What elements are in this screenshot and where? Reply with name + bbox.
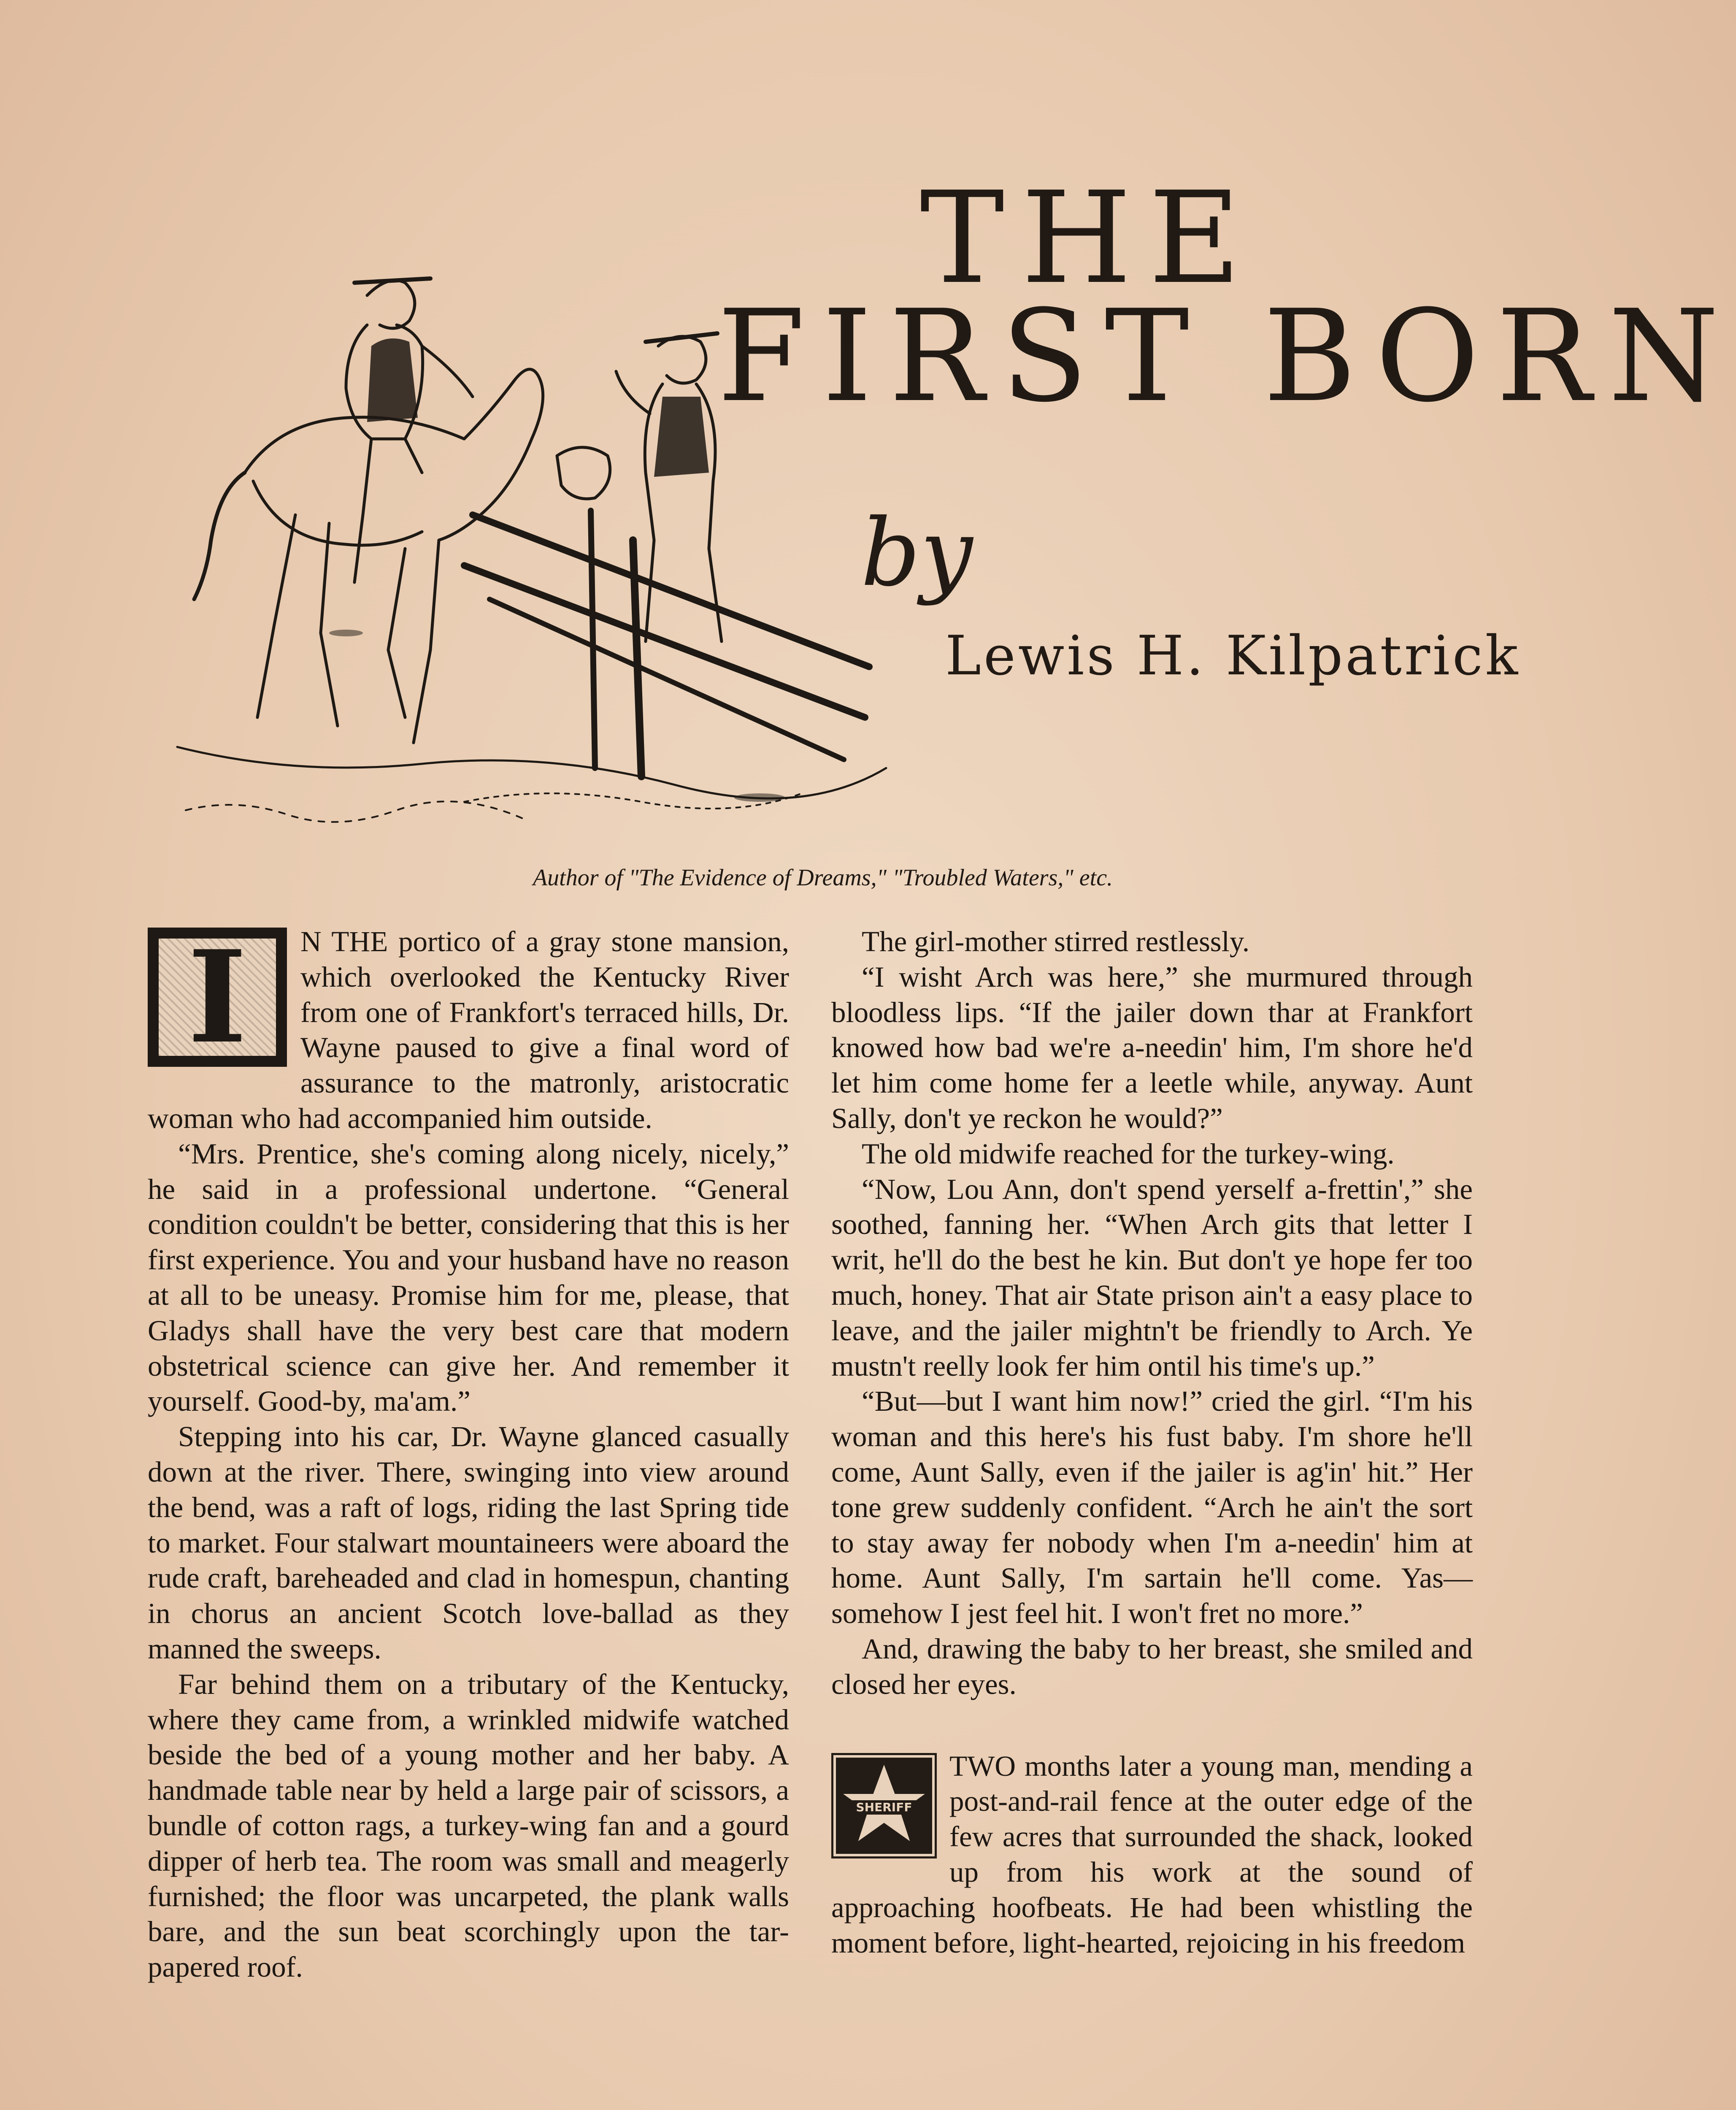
paragraph: “But—but I want him now!” cried the girl. “I'm his woman and this here's his fust baby. I'm shore he'll come, Aunt Sally, even if the jailer is ag'in' hit.” Her tone grew suddenly confident. “Arch he ain't the sort to stay away fer nobody when I'm a-needin' him at home. Aunt Sally, I'm sartain he'll come. Yas—somehow I jest feel hit. I won't fret no more.”	[831, 1385, 1473, 1630]
paragraph: The old midwife reached for the turkey-wing.	[862, 1137, 1395, 1170]
paragraph: “Mrs. Prentice, she's coming along nicely, nicely,” he said in a professional undertone. “General condition couldn't be better, considering that this is her first experience. You and your husband have no reason at all to be uneasy. Promise him for me, please, that Gladys shall have the very best care that modern obstetrical science can give her. And remember it yourself. Good-by, ma'am.”	[148, 1137, 789, 1417]
sheriff-badge-text: SHERIFF	[856, 1800, 912, 1814]
paragraph: The girl-mother stirred restlessly.	[862, 925, 1250, 958]
byline-by: by	[861, 499, 973, 607]
paragraph: Far behind them on a tributary of the Kentucky, where they came from, a wrinkled midwife watched beside the bed of a young mother and her baby. A handmade table near by held a large pair of scissors, a bundle of cotton rags, a turkey-wing fan and a gourd dipper of herb tea. The room was small and meagerly furnished; the floor was uncarpeted, the plank walls bare, and the sun beat scorchingly upon the tar-papered roof.	[148, 1668, 789, 1983]
paragraph: TWO months later a young man, mending a post-and-rail fence at the outer edge of the few acres that surrounded the shack, looked up from his work at the sound of approaching hoofbeats. He had been whistling the moment before, light-hearted, rejoicing in his freedom	[831, 1750, 1473, 1959]
title-line-1: THE	[920, 165, 1258, 312]
drop-cap	[148, 922, 287, 1071]
author-name: Lewis H. Kilpatrick	[945, 625, 1521, 687]
right-column	[831, 924, 1473, 1961]
sheriff-star-badge-icon	[831, 1753, 937, 1858]
section-break	[831, 1702, 1473, 1749]
paragraph: “I wisht Arch was here,” she murmured through bloodless lips. “If the jailer down thar at Frankfort knowed how bad we're a-needin' him, I'm shore he'd let him come home fer a leetle while, anyway. Aunt Sally, don't ye reckon he would?”	[831, 960, 1473, 1134]
paragraph: And, drawing the baby to her breast, she smiled and closed her eyes.	[831, 1632, 1473, 1700]
left-column	[148, 924, 789, 1985]
paragraph: “Now, Lou Ann, don't spend yerself a-frettin',” she soothed, fanning her. “When Arch gits that letter I writ, he'll do the best he kin. But don't ye hope fer too much, honey. That air State prison ain't a easy place to leave, and the jailer mightn't be friendly to Arch. Ye mustn't reelly look fer him ontil his time's up.”	[831, 1173, 1473, 1382]
paragraph: N THE portico of a gray stone mansion, which overlooked the Kentucky River from one of Frankfort's terraced hills, Dr. Wayne paused to give a final word of assurance to the matronly, aristocratic woman who had accompanied him outside.	[148, 925, 789, 1134]
author-caption: Author of "The Evidence of Dreams," "Troubled Waters," etc.	[533, 865, 1113, 891]
paragraph: Stepping into his car, Dr. Wayne glanced casually down at the river. There, swinging into view around the bend, was a raft of logs, riding the last Spring tide to market. Four stalwart mountaineers were aboard the rude craft, bareheaded and clad in homespun, chanting in chorus an ancient Scotch love-ballad as they manned the sweeps.	[148, 1420, 789, 1665]
drop-cap-letter: I	[159, 939, 276, 1056]
title-line-2: FIRST BORN	[717, 283, 1736, 430]
